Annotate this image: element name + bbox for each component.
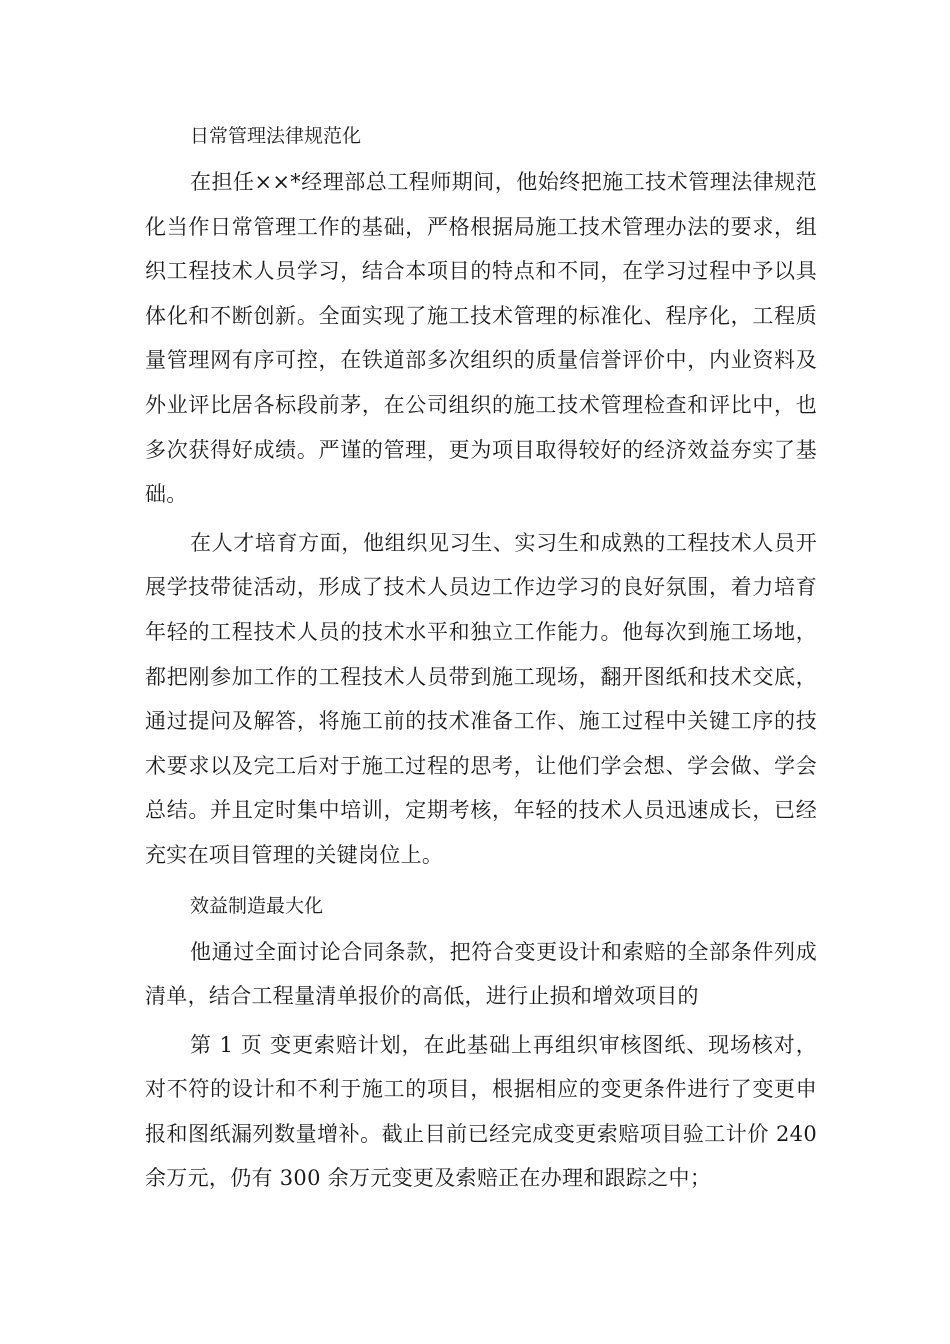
body-paragraph: 在担任××*经理部总工程师期间，他始终把施工技术管理法律规范化当作日常管理工作的基础，严格根据局施工技术管理办法的要求，组织工程技术人员学习，结合本项目的特点和不同，在学习过程中予以具体化和不断创新。全面实现了施工技术管理的标准化、程序化，工程质量管理网有序可控，在铁道部多次组织的质量信誉评价中，内业资料及外业评比居各标段前茅，在公司组织的施工技术管理检查和评比中，也多次获得好成绩。严谨的管理，更为项目取得较好的经济效益夯实了基础。 [145, 170, 817, 507]
body-paragraph: 他通过全面讨论合同条款，把符合变更设计和索赔的全部条件列成清单，结合工程量清单报价的高低，进行止损和增效项目的 [145, 939, 817, 1009]
body-paragraph: 在人才培育方面，他组织见习生、实习生和成熟的工程技术人员开展学技带徒活动，形成了技术人员边工作边学习的良好氛围，着力培育年轻的工程技术人员的技术水平和独立工作能力。他每次到施工场地，都把刚参加工作的工程技术人员带到施工现场，翻开图纸和技术交底，通过提问及解答，将施工前的技术准备工作、施工过程中关键工序的技术要求以及完工后对于施工过程的思考，让他们学会想、学会做、学会总结。并且定时集中培训，定期考核，年轻的技术人员迅速成长，已经充实在项目管理的关键岗位上。 [145, 530, 817, 867]
section-heading: 日常管理法律规范化 [190, 125, 362, 147]
document-body [145, 112, 817, 1205]
section-heading: 效益制造最大化 [190, 894, 324, 917]
body-paragraph: 第 1 页 变更索赔计划，在此基础上再组织审核图纸、现场核对，对不符的设计和不利于施工的项目，根据相应的变更条件进行了变更申报和图纸漏列数量增补。截止目前已经完成变更索赔项目验工计价 240 余万元，仍有 300 余万元变更及索赔正在办理和跟踪之中； [145, 1032, 817, 1191]
